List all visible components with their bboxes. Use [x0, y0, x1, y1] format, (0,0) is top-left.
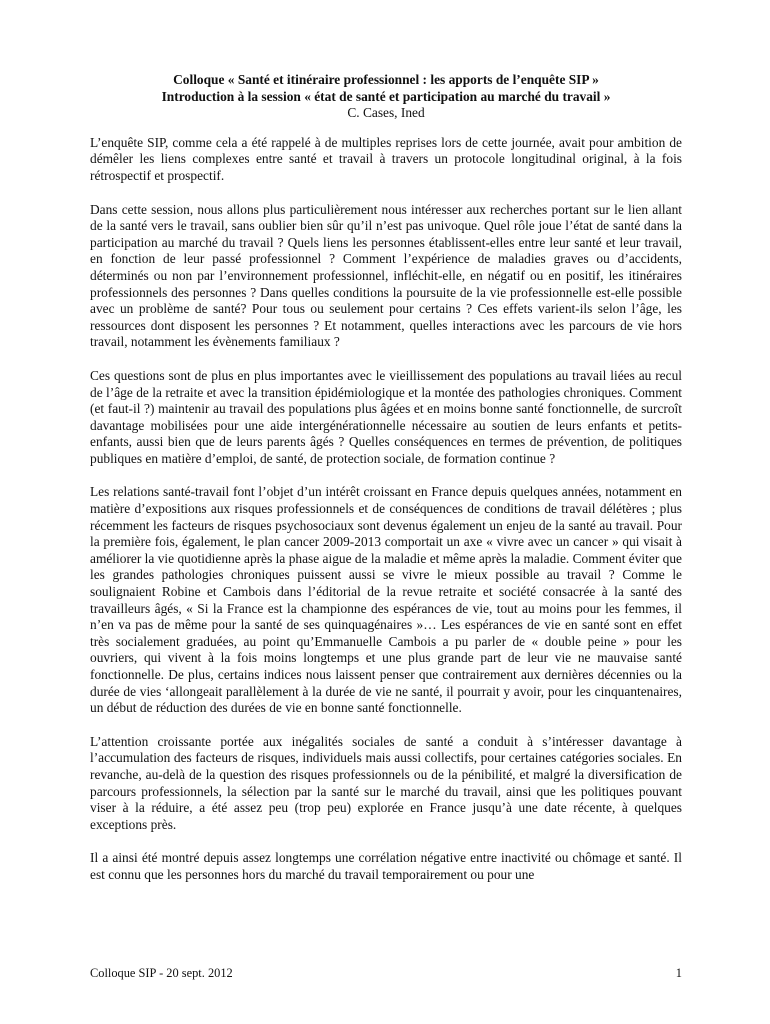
paragraph-3: Ces questions sont de plus en plus importantes avec le vieillissement des populations au travail liées au recul de l’âge de la retraite et avec la transition épidémiologique et la montée des pathologies chroniques. Comment (et faut-il ?) maintenir au travail des populations plus âgées et en moins bonne santé fonctionnelle, de surcroît davantage mobilisées pour une aide intergénérationnelle nécessaire au soutien de leurs enfants et petits-enfants, aussi bien que de leurs parents âgés ? Quelles conséquences en termes de prévention, de politiques publiques en matière d’emploi, de santé, de protection sociale, de formation continue ? [90, 367, 682, 466]
paragraph-6: Il a ainsi été montré depuis assez longtemps une corrélation négative entre inactivité ou chômage et santé. Il est connu que les personnes hors du marché du travail temporairement ou pour une [90, 850, 682, 882]
title-line-2: Introduction à la session « état de santé et participation au marché du travail » [161, 88, 611, 104]
paragraph-2: Dans cette session, nous allons plus particulièrement nous intéresser aux recherches portant sur le lien allant de la santé vers le travail, sans oublier bien sûr qu’il n’est pas univoque. Quel rôle joue l’état de santé dans la participation au marché du travail ? Quels liens les personnes établissent-elles entre leur santé et leur travail, en fonction de leur passé professionnel ? Comment l’expérience de maladies graves ou d’accidents, déterminés ou non par l’environnement professionnel, infléchit-elle, en négatif ou en positif, les itinéraires professionnels des personnes ? Dans quelles conditions la poursuite de la vie professionnelle est-elle possible avec un problème de santé? Pour tous ou seulement pour certains ? Ces effets varient-ils selon l’âge, les ressources dont disposent les personnes ? Et notamment, quelles interactions avec les parcours de vie hors travail, notamment les évènements familiaux ? [90, 201, 682, 350]
title-line-1: Colloque « Santé et itinéraire professionnel : les apports de l’enquête SIP » [173, 72, 599, 87]
author-line: C. Cases, Ined [347, 105, 425, 121]
paragraph-1: L’enquête SIP, comme cela a été rappelé à de multiples reprises lors de cette journée, avait pour ambition de démêler les liens complexes entre santé et travail à travers un protocole longitudinal original, à la fois rétrospectif et prospectif. [90, 134, 682, 183]
paragraph-4: Les relations santé-travail font l’objet d’un intérêt croissant en France depuis quelques années, notamment en matière d’expositions aux risques professionnels et de conséquences de conditions de travail délétères ; plus récemment les facteurs de risques psychosociaux sont devenus également un enjeu de la santé au travail. Pour la première fois, également, le plan cancer 2009-2013 comportait un axe « vivre avec un cancer » qui visait à améliorer la vie quotidienne après la phase aigue de la maladie et même après la maladie. Comment éviter que les grandes pathologies chroniques puissent aussi se vivre le mieux possible au travail ? Comme le soulignaient Robine et Cambois dans l’éditorial de la revue retraite et société consacrée à la santé des travailleurs âgés, « Si la France est la championne des espérances de vie, tout au moins pour les femmes, il n’en va pas de même pour la santé de ses quinquagénaires »… Les espérances de vie en santé sont en effet très socialement graduées, au point qu’Emmanuelle Cambois a pu parler de « double peine » pour les ouvriers, qui vivent à la fois moins longtemps et une plus grande part de leur vie ne mauvaise santé fonctionnelle. De plus, certains indices nous laissent penser que contrairement aux dernières décennies ou la durée de vies ‘allongeait parallèlement à la durée de vie ne santé, il pourrait y avoir, pour les cinquantenaires, un début de réduction des durées de vie en bonne santé fonctionnelle. [90, 484, 682, 716]
document-page [90, 72, 682, 901]
paragraph-5: L’attention croissante portée aux inégalités sociales de santé a conduit à s’intéresser davantage à l’accumulation des facteurs de risques, individuels mais aussi collectifs, pour certaines catégories sociales. En revanche, au-delà de la question des risques professionnels ou de la pénibilité, et malgré la diversification de parcours professionnels, la sélection par la santé sur le marché du travail, ainsi que les politiques pouvant viser à la réduire, a été assez peu (trop peu) explorée en France jusqu’à une date récente, à quelques exceptions près. [90, 733, 682, 832]
footer-text: Colloque SIP - 20 sept. 2012 [90, 966, 233, 980]
title-block [90, 72, 682, 122]
page-number: 1 [675, 966, 682, 980]
